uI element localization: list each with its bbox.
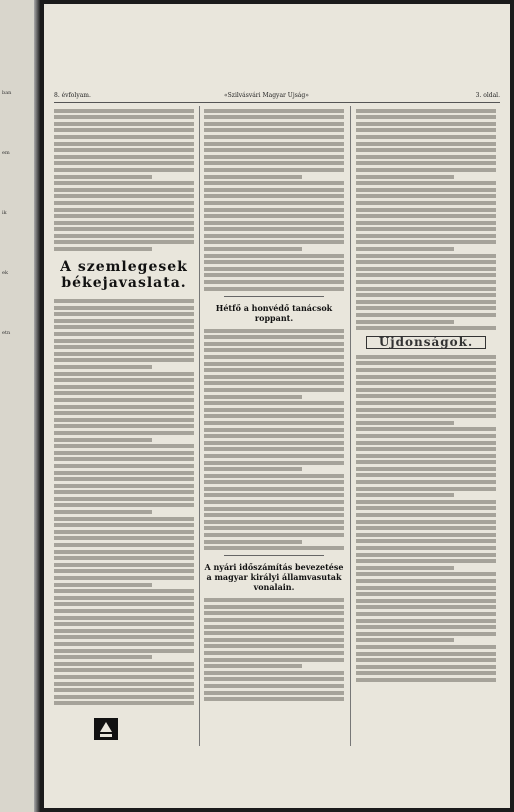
article-separator (224, 555, 324, 556)
text-line (54, 135, 194, 139)
text-line (204, 335, 344, 339)
text-line (204, 533, 344, 537)
text-line (204, 214, 344, 218)
text-line (356, 280, 496, 284)
text-line (356, 361, 496, 365)
text-line (54, 372, 194, 376)
text-line (204, 467, 302, 471)
text-line (204, 625, 344, 629)
text-line (54, 622, 194, 626)
text-line (204, 507, 344, 511)
text-line (356, 652, 496, 656)
text-line (54, 701, 194, 705)
text-line (204, 188, 344, 192)
text-line (54, 675, 194, 679)
text-line (54, 411, 194, 415)
text-line (204, 461, 344, 465)
text-line (54, 122, 194, 126)
strip-fragment: em (2, 150, 10, 156)
text-line (356, 388, 496, 392)
text-line (356, 148, 496, 152)
text-line (54, 490, 194, 494)
text-line (356, 619, 496, 623)
text-line (356, 355, 496, 359)
text-line (204, 287, 344, 291)
text-line (356, 513, 496, 517)
text-line (356, 434, 496, 438)
text-line (356, 168, 496, 172)
text-line (356, 287, 496, 291)
text-line (356, 671, 496, 675)
text-line (54, 299, 194, 303)
text-line (54, 391, 194, 395)
text-line (54, 306, 194, 310)
text-line (54, 142, 194, 146)
text-line (356, 122, 496, 126)
text-line (54, 168, 194, 172)
text-line (54, 517, 194, 521)
column-3 (356, 106, 496, 746)
text-line (204, 375, 344, 379)
text-line (54, 234, 194, 238)
text-line (356, 175, 454, 179)
text-line (204, 677, 344, 681)
text-line (54, 569, 194, 573)
text-line (204, 441, 344, 445)
text-line (204, 280, 344, 284)
text-line (356, 408, 496, 412)
article-title: A szemlegesek békejavaslata. (60, 259, 188, 292)
text-line (204, 605, 344, 609)
text-line (356, 293, 496, 297)
text-line (54, 530, 194, 534)
text-line (356, 579, 496, 583)
text-line (204, 122, 344, 126)
text-line (54, 550, 194, 554)
article-title: Hétfő a honvédő tanácsok roppant. (215, 302, 333, 323)
text-line (204, 454, 344, 458)
text-line (54, 345, 194, 349)
text-line (204, 428, 344, 432)
text-line (204, 168, 344, 172)
text-line (54, 688, 194, 692)
article-body (54, 109, 194, 251)
text-line (356, 240, 496, 244)
text-line (356, 480, 496, 484)
section-heading-box: Ujdonságok. (366, 336, 486, 349)
strip-fragment: etn (2, 330, 11, 336)
text-line (356, 115, 496, 119)
text-line (356, 306, 496, 310)
text-line (204, 644, 344, 648)
text-line (54, 325, 194, 329)
text-line (54, 662, 194, 666)
text-line (204, 348, 344, 352)
text-line (54, 464, 194, 468)
text-line (204, 395, 302, 399)
text-line (54, 576, 194, 580)
text-line (356, 625, 496, 629)
article-body (54, 299, 194, 705)
text-line (204, 247, 302, 251)
text-line (204, 631, 344, 635)
text-line (54, 332, 194, 336)
archive-marker-icon (94, 718, 118, 740)
strip-fragment: ban (2, 90, 12, 96)
text-line (356, 394, 496, 398)
text-line (204, 273, 344, 277)
text-line (204, 128, 344, 132)
text-line (54, 418, 194, 422)
text-line (54, 339, 194, 343)
text-line (356, 326, 496, 330)
text-line (204, 526, 344, 530)
newspaper-page (44, 4, 510, 808)
text-line (356, 401, 496, 405)
article-separator (224, 296, 324, 297)
text-line (356, 273, 496, 277)
text-line (356, 539, 496, 543)
text-line (356, 546, 496, 550)
text-line (204, 671, 344, 675)
text-line (54, 431, 194, 435)
text-line (356, 320, 454, 324)
text-line (356, 267, 496, 271)
text-line (54, 563, 194, 567)
text-line (356, 447, 496, 451)
text-line (356, 487, 496, 491)
text-line (204, 684, 344, 688)
text-line (204, 408, 344, 412)
text-line (204, 618, 344, 622)
text-line (204, 234, 344, 238)
text-line (204, 175, 302, 179)
strip-fragment: ek (2, 270, 8, 276)
text-line (204, 447, 344, 451)
text-line (54, 477, 194, 481)
text-line (54, 629, 194, 633)
text-line (204, 142, 344, 146)
article-body (356, 109, 496, 331)
text-line (204, 181, 344, 185)
text-line (356, 460, 496, 464)
text-line (54, 583, 152, 587)
text-line (54, 616, 194, 620)
text-line (204, 148, 344, 152)
text-line (204, 691, 344, 695)
text-line (204, 520, 344, 524)
text-line (356, 214, 496, 218)
text-line (204, 201, 344, 205)
column-2 (204, 106, 344, 746)
text-line (356, 300, 496, 304)
text-line (54, 556, 194, 560)
text-line (356, 375, 496, 379)
header-paper-title: «Szilvásvári Magyar Ujság» (224, 92, 309, 99)
text-line (356, 155, 496, 159)
text-line (204, 381, 344, 385)
text-line (204, 664, 302, 668)
article-body (204, 598, 344, 701)
text-line (356, 109, 496, 113)
text-line (54, 609, 194, 613)
text-line (54, 161, 194, 165)
text-line (204, 208, 344, 212)
text-line (54, 405, 194, 409)
page-fold (34, 0, 40, 812)
text-line (204, 115, 344, 119)
text-line (204, 109, 344, 113)
text-line (54, 457, 194, 461)
text-line (54, 444, 194, 448)
text-line (54, 398, 194, 402)
text-line (356, 381, 496, 385)
text-line (204, 161, 344, 165)
text-line (356, 632, 496, 636)
text-line (54, 109, 194, 113)
text-line (54, 649, 194, 653)
text-line (204, 598, 344, 602)
text-line (356, 234, 496, 238)
text-line (204, 267, 344, 271)
text-line (54, 352, 194, 356)
text-line (356, 441, 496, 445)
text-line (54, 668, 194, 672)
text-line (356, 201, 496, 205)
text-line (204, 240, 344, 244)
text-line (204, 474, 344, 478)
text-line (356, 254, 496, 258)
text-line (204, 487, 344, 491)
text-line (204, 493, 344, 497)
text-line (204, 414, 344, 418)
text-line (54, 214, 194, 218)
text-line (356, 454, 496, 458)
text-line (356, 566, 454, 570)
text-line (204, 227, 344, 231)
text-line (204, 342, 344, 346)
text-line (356, 247, 454, 251)
text-line (356, 645, 496, 649)
text-line (356, 161, 496, 165)
text-line (54, 148, 194, 152)
text-line (54, 365, 152, 369)
text-line (54, 503, 194, 507)
text-line (204, 401, 344, 405)
column-rule (199, 106, 200, 746)
text-line (54, 510, 152, 514)
text-line (356, 221, 496, 225)
column-rule (350, 106, 351, 746)
article-body (204, 109, 344, 291)
text-line (204, 254, 344, 258)
text-line (54, 181, 194, 185)
text-line (204, 388, 344, 392)
text-line (356, 520, 496, 524)
text-line (204, 434, 344, 438)
header-page-number: 3. oldal. (475, 92, 500, 99)
text-line (54, 655, 152, 659)
text-line (54, 523, 194, 527)
text-line (54, 438, 152, 442)
text-line (356, 194, 496, 198)
text-line (54, 227, 194, 231)
text-line (356, 533, 496, 537)
text-line (356, 414, 496, 418)
text-line (54, 240, 194, 244)
strip-fragment: ik (2, 210, 7, 216)
text-line (54, 194, 194, 198)
text-line (356, 526, 496, 530)
text-line (356, 553, 496, 557)
text-line (204, 260, 344, 264)
text-line (204, 540, 302, 544)
text-line (356, 181, 496, 185)
text-line (54, 642, 194, 646)
text-line (356, 188, 496, 192)
text-line (356, 572, 496, 576)
header-volume: 8. évfolyam. (54, 92, 91, 99)
text-line (356, 128, 496, 132)
text-line (54, 635, 194, 639)
text-line (356, 260, 496, 264)
adjacent-page-strip (0, 0, 40, 812)
text-line (204, 638, 344, 642)
text-line (54, 602, 194, 606)
text-line (54, 589, 194, 593)
article-body (356, 355, 496, 682)
text-line (54, 175, 152, 179)
text-line (356, 473, 496, 477)
text-line (204, 651, 344, 655)
text-line (204, 368, 344, 372)
text-line (356, 142, 496, 146)
text-line (356, 592, 496, 596)
text-line (54, 596, 194, 600)
text-line (54, 247, 152, 251)
text-line (356, 500, 496, 504)
text-line (54, 497, 194, 501)
page-header (54, 90, 500, 103)
text-line (356, 599, 496, 603)
text-line (204, 194, 344, 198)
article-body (204, 329, 344, 551)
text-line (204, 697, 344, 701)
text-line (54, 358, 194, 362)
text-line (204, 329, 344, 333)
article-title: A nyári időszámítás bevezetése a magyar királyi államvasutak vonalain. (204, 562, 344, 593)
text-line (356, 227, 496, 231)
text-line (204, 513, 344, 517)
text-line (356, 135, 496, 139)
text-line (54, 543, 194, 547)
text-line (356, 638, 454, 642)
text-line (54, 484, 194, 488)
text-line (54, 682, 194, 686)
text-line (204, 362, 344, 366)
text-line (54, 128, 194, 132)
text-line (356, 605, 496, 609)
text-line (204, 155, 344, 159)
text-line (54, 201, 194, 205)
text-line (204, 480, 344, 484)
text-line (356, 658, 496, 662)
text-line (54, 378, 194, 382)
text-line (356, 506, 496, 510)
text-line (204, 221, 344, 225)
text-line (54, 695, 194, 699)
text-line (54, 208, 194, 212)
text-line (204, 421, 344, 425)
text-line (54, 536, 194, 540)
text-line (54, 188, 194, 192)
text-line (356, 586, 496, 590)
text-line (204, 658, 344, 662)
text-line (204, 611, 344, 615)
text-line (54, 312, 194, 316)
text-line (356, 313, 496, 317)
text-line (356, 493, 454, 497)
text-line (356, 467, 496, 471)
text-line (204, 500, 344, 504)
text-line (204, 355, 344, 359)
text-line (54, 385, 194, 389)
text-line (54, 155, 194, 159)
text-line (356, 208, 496, 212)
text-line (356, 559, 496, 563)
text-line (356, 665, 496, 669)
text-line (54, 319, 194, 323)
text-line (356, 612, 496, 616)
text-line (356, 678, 496, 682)
text-line (356, 421, 454, 425)
text-line (356, 427, 496, 431)
text-line (204, 135, 344, 139)
text-line (54, 221, 194, 225)
text-line (54, 451, 194, 455)
text-line (356, 368, 496, 372)
column-1 (54, 106, 194, 746)
text-line (54, 471, 194, 475)
text-line (54, 115, 194, 119)
text-line (204, 546, 344, 550)
text-line (54, 424, 194, 428)
